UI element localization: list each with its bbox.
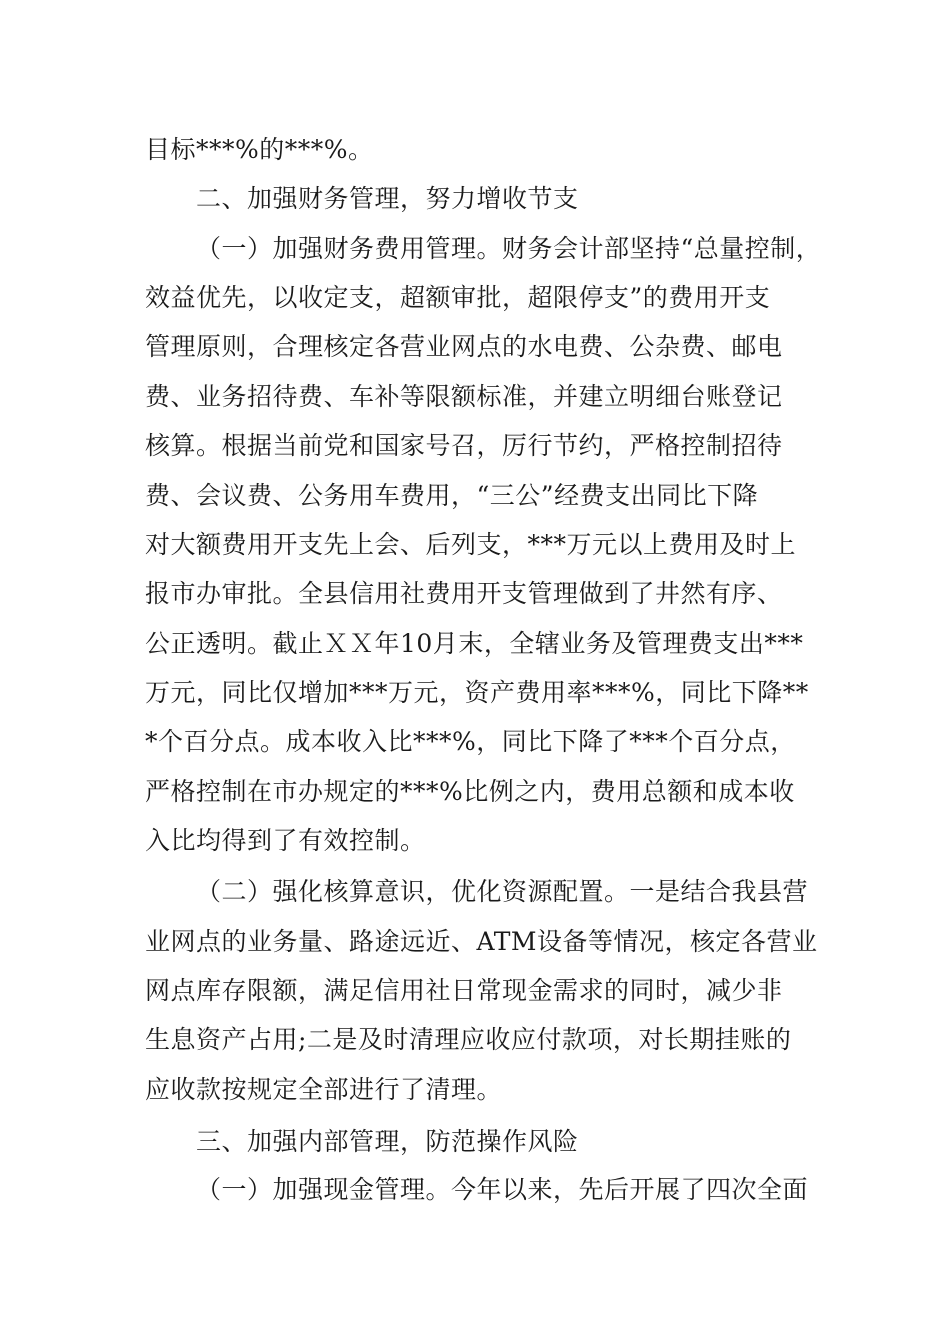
paragraph-2-1-line-1: （一）加强财务费用管理。财务会计部坚持“总量控制， bbox=[196, 234, 822, 263]
paragraph-2-1-line-4: 费、业务招待费、车补等限额标准，并建立明细台账登记 bbox=[145, 382, 783, 411]
paragraph-2-1-line-10: 万元，同比仅增加***万元，资产费用率***%，同比下降** bbox=[145, 678, 809, 707]
paragraph-2-2-line-2: 业网点的业务量、路途远近、ATM设备等情况，核定各营业 bbox=[145, 927, 818, 956]
paragraph-2-1-line-3: 管理原则，合理核定各营业网点的水电费、公杂费、邮电 bbox=[145, 332, 783, 361]
paragraph-2-1-line-6: 费、会议费、公务用车费用，“三公”经费支出同比下降 bbox=[145, 481, 759, 510]
paragraph-2-2-line-5: 应收款按规定全部进行了清理。 bbox=[145, 1075, 503, 1104]
paragraph-2-1-line-2: 效益优先，以收定支，超额审批，超限停支”的费用开支 bbox=[145, 283, 771, 312]
paragraph-2-1-line-9: 公正透明。截止ＸＸ年10月末，全辖业务及管理费支出*** bbox=[145, 629, 804, 658]
paragraph-2-1-line-12: 严格控制在市办规定的***%比例之内，费用总额和成本收 bbox=[145, 777, 795, 806]
section-heading-2: 二、加强财务管理，努力增收节支 bbox=[196, 184, 579, 213]
paragraph-2-2-line-3: 网点库存限额，满足信用社日常现金需求的同时，减少非 bbox=[145, 976, 783, 1005]
text-line-1: 目标***%的***%。 bbox=[145, 135, 374, 164]
paragraph-2-2-line-4: 生息资产占用;二是及时清理应收应付款项，对长期挂账的 bbox=[145, 1025, 792, 1054]
paragraph-3-1-line-1: （一）加强现金管理。今年以来，先后开展了四次全面 bbox=[196, 1175, 809, 1204]
paragraph-2-1-line-11: *个百分点。成本收入比***%，同比下降了***个百分点， bbox=[145, 727, 796, 756]
paragraph-2-1-line-8: 报市办审批。全县信用社费用开支管理做到了井然有序、 bbox=[145, 579, 783, 608]
section-heading-3: 三、加强内部管理，防范操作风险 bbox=[196, 1127, 579, 1156]
paragraph-2-1-line-5: 核算。根据当前党和国家号召，厉行节约，严格控制招待 bbox=[145, 431, 783, 460]
paragraph-2-1-line-7: 对大额费用开支先上会、后列支，***万元以上费用及时上 bbox=[145, 530, 797, 559]
paragraph-2-1-line-13: 入比均得到了有效控制。 bbox=[145, 826, 426, 855]
paragraph-2-2-line-1: （二）强化核算意识，优化资源配置。一是结合我县营 bbox=[196, 877, 809, 906]
